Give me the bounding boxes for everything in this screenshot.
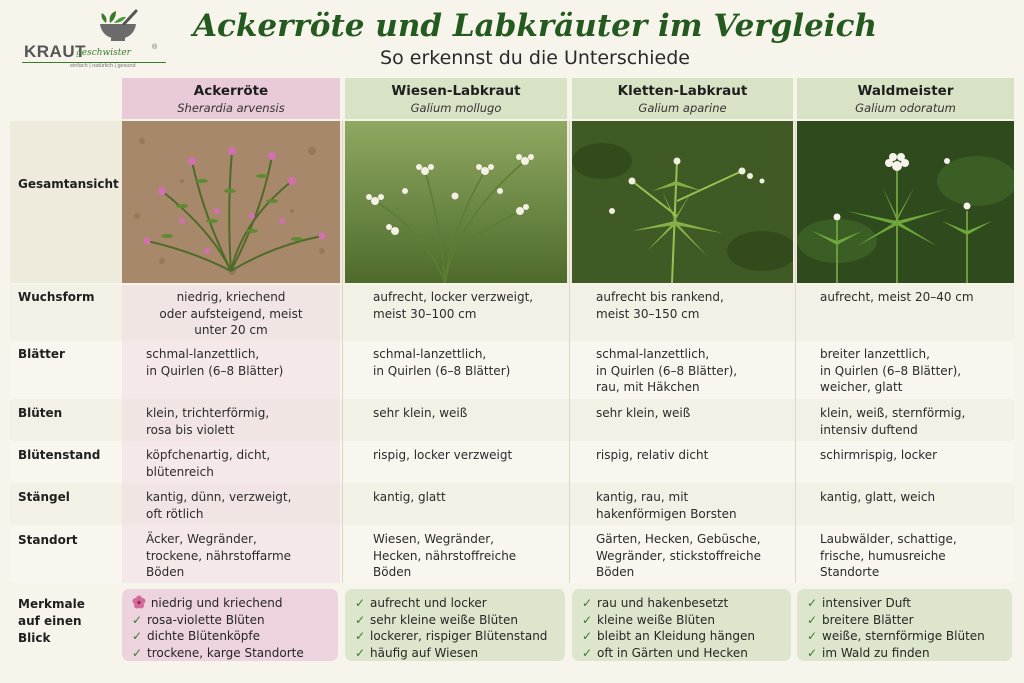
- row-label-bluetenstand: Blütenstand: [18, 448, 101, 462]
- summary-wiesen-labkraut: [345, 589, 565, 661]
- cell-bluetenstand-kletten-labkraut: rispig, relativ dicht: [596, 448, 709, 462]
- column-divider: [795, 121, 796, 583]
- check-icon: ✓: [807, 629, 818, 643]
- row-label-staengel: Stängel: [18, 490, 70, 504]
- column-name: Kletten-Labkraut: [617, 83, 748, 99]
- check-icon: ✓: [807, 612, 818, 627]
- check-icon: ✓: [582, 612, 593, 627]
- list-item: [132, 628, 330, 645]
- cell-blaetter-wiesen-labkraut: schmal-lanzettlich, in Quirlen (6–8 Blätter): [373, 347, 511, 378]
- cell-staengel-kletten-labkraut: kantig, rau, mit hakenförmigen Borsten: [596, 490, 737, 521]
- cell-blaetter-ackerroete: schmal-lanzettlich, in Quirlen (6–8 Blätter): [146, 347, 284, 378]
- check-icon: ✓: [355, 612, 366, 627]
- row-label-blaetter: Blätter: [18, 347, 65, 361]
- cell-blueten-waldmeister: klein, weiß, sternförmig, intensiv duftend: [820, 406, 966, 437]
- page-subtitle: So erkennst du die Unterschiede: [380, 47, 690, 69]
- cell-standort-kletten-labkraut: Gärten, Hecken, Gebüsche, Wegränder, stickstoffreiche Böden: [596, 532, 761, 579]
- check-icon: ✓: [355, 629, 366, 643]
- summary-text: niedrig und kriechend: [150, 596, 283, 610]
- summary-text: rau und hakenbesetzt: [597, 596, 729, 610]
- mortar-pestle-icon: [94, 8, 142, 42]
- logo-tagline: einfach | natürlich | gesund: [70, 63, 136, 69]
- cell-wuchsform-kletten-labkraut: aufrecht bis rankend, meist 30–150 cm: [596, 290, 724, 321]
- logo-wordmark: KRAUT: [24, 42, 86, 61]
- summary-text: rosa-violette Blüten: [147, 612, 265, 627]
- list-item: [582, 645, 783, 662]
- check-icon: ✓: [582, 629, 593, 643]
- column-name: Ackerröte: [193, 83, 269, 99]
- brand-logo: [16, 6, 166, 68]
- column-header-waldmeister: [797, 78, 1014, 119]
- column-latin-name: Sherardia arvensis: [177, 101, 285, 115]
- row-label-wuchsform: Wuchsform: [18, 290, 95, 304]
- column-header-wiesen-labkraut: [345, 78, 567, 119]
- cell-wuchsform-waldmeister: aufrecht, meist 20–40 cm: [820, 290, 974, 304]
- cell-staengel-waldmeister: kantig, glatt, weich: [820, 490, 936, 504]
- list-item: [132, 612, 330, 629]
- column-name: Wiesen-Labkraut: [391, 83, 521, 99]
- logo-registered: ®: [152, 44, 158, 51]
- cell-standort-wiesen-labkraut: Wiesen, Wegränder, Hecken, nährstoffreiche Böden: [373, 532, 517, 579]
- cell-blueten-ackerroete: klein, trichterförmig, rosa bis violett: [146, 406, 270, 437]
- column-divider: [342, 121, 343, 583]
- list-item: [355, 612, 557, 629]
- cell-blueten-kletten-labkraut: sehr klein, weiß: [596, 406, 691, 420]
- list-item: [355, 595, 557, 612]
- photo-wiesen-labkraut: [345, 121, 567, 283]
- list-item: [355, 645, 557, 662]
- column-latin-name: Galium odoratum: [855, 101, 956, 115]
- photo-ackerroete: [122, 121, 340, 283]
- list-item: [807, 645, 1004, 662]
- cell-bluetenstand-ackerroete: köpfchenartig, dicht, blütenreich: [146, 448, 271, 479]
- logo-script: geschwister: [76, 48, 131, 58]
- list-item: [582, 612, 783, 629]
- summary-waldmeister: [797, 589, 1012, 661]
- column-header-kletten-labkraut: [572, 78, 793, 119]
- check-icon: ✓: [582, 645, 593, 660]
- column-latin-name: Galium mollugo: [410, 101, 502, 115]
- list-item: [355, 628, 557, 645]
- check-icon: ✓: [132, 612, 143, 627]
- summary-text: häufig auf Wiesen: [370, 645, 479, 660]
- cell-standort-ackerroete: Äcker, Wegränder, trockene, nährstoffarme Böden: [146, 532, 292, 579]
- list-item: [582, 628, 783, 645]
- photo-kletten-labkraut: [572, 121, 793, 283]
- summary-text: oft in Gärten und Hecken: [597, 645, 748, 660]
- page-title: Ackerröte und Labkräuter im Vergleich: [192, 8, 877, 44]
- summary-kletten-labkraut: [572, 589, 791, 661]
- list-item: [807, 612, 1004, 629]
- column-header-ackerroete: [122, 78, 340, 119]
- cell-bluetenstand-wiesen-labkraut: rispig, locker verzweigt: [373, 448, 513, 462]
- check-icon: ✓: [132, 645, 143, 660]
- check-icon: ✓: [807, 645, 818, 660]
- check-icon: ✓: [355, 645, 366, 660]
- check-icon: ✓: [582, 596, 593, 610]
- summary-ackerroete: [122, 589, 338, 661]
- column-divider: [569, 121, 570, 583]
- cell-blaetter-kletten-labkraut: schmal-lanzettlich, in Quirlen (6–8 Blätter), rau, mit Häkchen: [596, 347, 738, 394]
- summary-text: sehr kleine weiße Blüten: [370, 612, 518, 627]
- summary-text: lockerer, rispiger Blütenstand: [370, 629, 548, 643]
- cell-wuchsform-wiesen-labkraut: aufrecht, locker verzweigt, meist 30–100 cm: [373, 290, 534, 321]
- summary-text: aufrecht und locker: [370, 596, 487, 610]
- summary-text: dichte Blütenköpfe: [147, 629, 261, 643]
- row-label-merkmale: [10, 596, 118, 647]
- list-item: [807, 595, 1004, 612]
- column-latin-name: Galium aparine: [638, 101, 727, 115]
- cell-blueten-wiesen-labkraut: sehr klein, weiß: [373, 406, 468, 420]
- summary-text: im Wald zu finden: [822, 645, 930, 660]
- list-item: [132, 595, 330, 612]
- list-item: [807, 628, 1004, 645]
- list-item: [582, 595, 783, 612]
- check-icon: ✓: [355, 596, 366, 610]
- row-label-blueten: Blüten: [18, 406, 63, 420]
- cell-staengel-ackerroete: kantig, dünn, verzweigt, oft rötlich: [146, 490, 292, 521]
- list-item: [132, 645, 330, 662]
- check-icon: ✓: [132, 629, 143, 643]
- row-label-gesamtansicht: Gesamtansicht: [18, 177, 119, 191]
- summary-text: bleibt an Kleidung hängen: [597, 629, 755, 643]
- cell-standort-waldmeister: Laubwälder, schattige, frische, humusreiche Standorte: [820, 532, 957, 579]
- row-label-merkmale-line2: auf einen Blick: [18, 614, 82, 645]
- check-icon: ✓: [807, 596, 818, 610]
- photo-waldmeister: [797, 121, 1014, 283]
- row-label-standort: Standort: [18, 533, 78, 547]
- summary-text: kleine weiße Blüten: [597, 612, 715, 627]
- summary-text: weiße, sternförmige Blüten: [822, 629, 985, 643]
- summary-text: intensiver Duft: [822, 596, 912, 610]
- cell-bluetenstand-waldmeister: schirmrispig, locker: [820, 448, 938, 462]
- row-label-merkmale-line1: Merkmale: [18, 597, 85, 611]
- summary-text: trockene, karge Standorte: [147, 645, 304, 660]
- cell-staengel-wiesen-labkraut: kantig, glatt: [373, 490, 446, 504]
- cell-wuchsform-ackerroete: niedrig, kriechend oder aufsteigend, meist unter 20 cm: [159, 290, 303, 337]
- column-name: Waldmeister: [857, 83, 954, 99]
- cell-blaetter-waldmeister: breiter lanzettlich, in Quirlen (6–8 Blätter), weicher, glatt: [820, 347, 962, 394]
- summary-text: breitere Blätter: [822, 612, 914, 627]
- pink-flower-icon: [132, 595, 146, 609]
